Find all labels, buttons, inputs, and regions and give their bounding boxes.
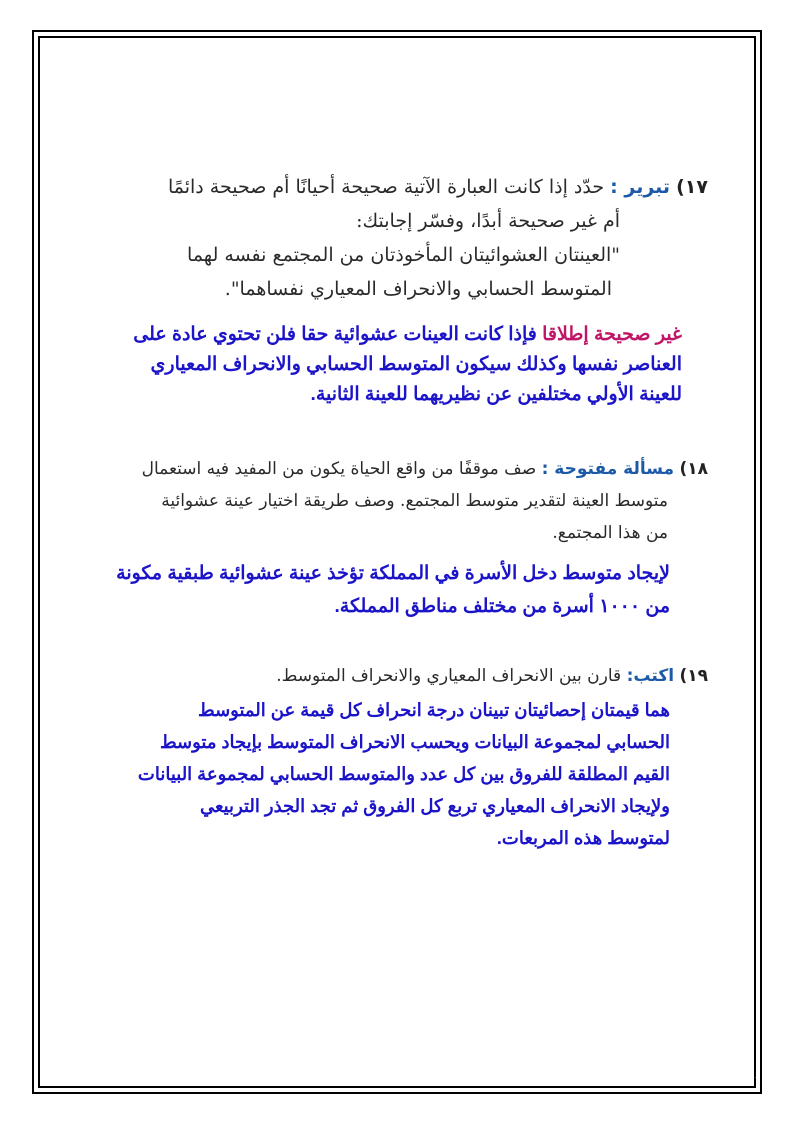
- question-18-line-2: متوسط العينة لتقدير متوسط المجتمع. وصف طريقة اختيار عينة عشوائية: [161, 491, 668, 511]
- question-18-line-3: من هذا المجتمع.: [552, 523, 668, 543]
- answer-19-line-5: لمتوسط هذه المربعات.: [496, 828, 670, 848]
- question-18: [142, 453, 708, 549]
- question-18-line-1: [142, 453, 708, 485]
- question-17-text-1: حدّد إذا كانت العبارة الآتية صحيحة أحيانًا أم صحيحة دائمًا: [167, 176, 605, 198]
- answer-18: [116, 557, 670, 623]
- answer-19-line-4: ولإيجاد الانحراف المعياري تربع كل الفروق ثم تجد الجذر التربيعي: [199, 796, 670, 816]
- question-17-line-2: أم غير صحيحة أبدًا، وفسّر إجابتك:: [356, 210, 620, 232]
- answer-19-line-3: القيم المطلقة للفروق بين كل عدد والمتوسط الحسابي لمجموعة البيانات: [137, 764, 670, 784]
- answer-17-text-1: فإذا كانت العينات عشوائية حقا فلن تحتوي عادة على: [133, 324, 543, 345]
- question-17-line-3: "العينتان العشوائيتان المأخوذتان من المجتمع نفسه لهما: [187, 244, 620, 266]
- question-17: [168, 170, 708, 306]
- answer-19-line-1: هما قيمتان إحصائيتان تبينان درجة انحراف كل قيمة عن المتوسط: [197, 700, 670, 720]
- question-17-line-1: [168, 170, 708, 204]
- answer-18-line-2: من ١٠٠٠ أسرة من مختلف مناطق المملكة.: [334, 596, 670, 617]
- answer-19-line-2: الحسابي لمجموعة البيانات ويحسب الانحراف المتوسط بإيجاد متوسط: [159, 732, 670, 752]
- question-18-number: ١٨): [679, 459, 708, 479]
- question-18-label: مسألة مفتوحة :: [541, 459, 675, 479]
- question-19-label: اكتب:: [626, 666, 675, 686]
- answer-17-line-2: العناصر نفسها وكذلك سيكون المتوسط الحسابي والانحراف المعياري: [150, 354, 682, 375]
- answer-17-line-1: [133, 320, 682, 350]
- answer-17-highlight: غير صحيحة إطلاقا: [542, 324, 682, 345]
- answer-17: [133, 320, 682, 410]
- question-17-number: ١٧): [676, 176, 708, 198]
- answer-17-line-3: للعينة الأولي مختلفين عن نظيريهما للعينة الثانية.: [310, 384, 682, 405]
- question-17-label: تبرير :: [610, 176, 671, 198]
- footer-mark: .: [754, 1071, 757, 1080]
- answer-19: [138, 694, 670, 854]
- question-17-line-4: المتوسط الحسابي والانحراف المعياري نفساهما".: [224, 278, 612, 300]
- question-19: [276, 660, 708, 692]
- question-19-line-1: [276, 660, 708, 692]
- question-19-number: ١٩): [679, 666, 708, 686]
- answer-18-line-1: لإيجاد متوسط دخل الأسرة في المملكة تؤخذ عينة عشوائية طبقية مكونة: [116, 563, 670, 584]
- question-19-text-1: قارن بين الانحراف المعياري والانحراف المتوسط.: [276, 666, 622, 686]
- question-18-text-1: صف موقفًا من واقع الحياة يكون من المفيد فيه استعمال: [141, 459, 537, 479]
